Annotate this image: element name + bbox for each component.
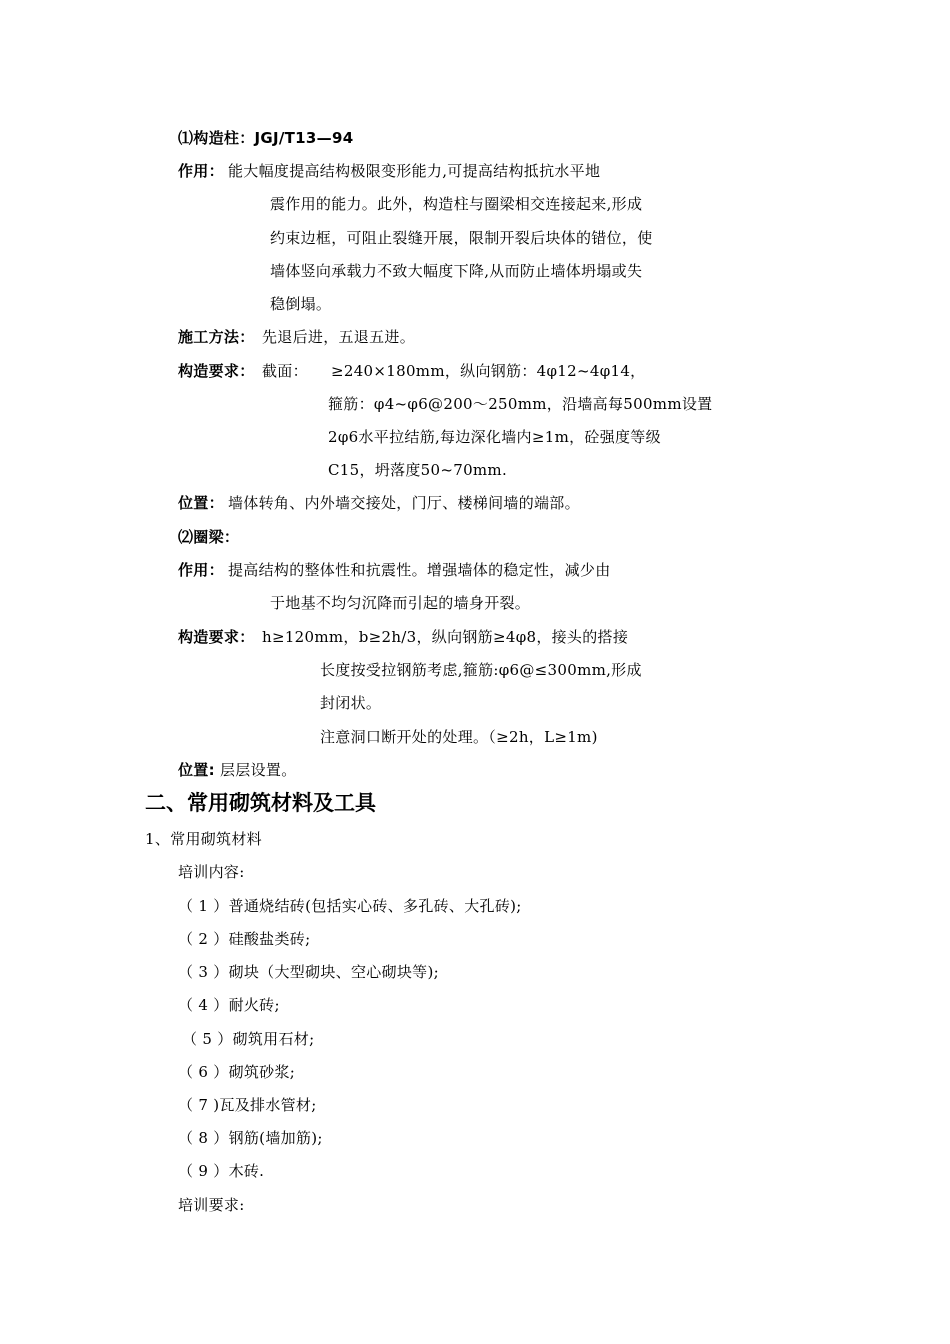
yaoqiu-line: 长度按受拉钢筋考虑,箍筋:φ6@≤300mm,形成 xyxy=(320,661,642,679)
yaoqiu-line: 箍筋：φ4~φ6@200～250mm，沿墙高每500mm设置 xyxy=(328,395,713,413)
content-label: 培训内容: xyxy=(178,863,245,881)
list-item: （ 6 ）砌筑砂浆; xyxy=(178,1063,296,1081)
list-item: （ 2 ）硅酸盐类砖; xyxy=(178,930,311,948)
list-item: （ 1 ）普通烧结砖(包括实心砖、多孔砖、大孔砖); xyxy=(178,897,522,915)
zuoyong-line: 提高结构的整体性和抗震性。增强墙体的稳定性，减少由 xyxy=(228,561,611,579)
yaoqiu-line: h≥120mm，b≥2h/3，纵向钢筋≥4φ8，接头的搭接 xyxy=(262,628,629,646)
list-item: （ 8 ）钢筋(墙加筋); xyxy=(178,1129,323,1147)
yaoqiu-line: C15，坍落度50~70mm. xyxy=(328,461,508,479)
yaoqiu-line: 2φ6水平拉结筋,每边深化墙内≥1m，砼强度等级 xyxy=(328,428,661,446)
weizhi-text: 层层设置。 xyxy=(220,761,297,779)
list-item: （ 9 ）木砖. xyxy=(178,1162,265,1180)
zuoyong-line: 震作用的能力。此外，构造柱与圈梁相交连接起来,形成 xyxy=(270,195,643,213)
shigong-text: 先退后进，五退五进。 xyxy=(262,328,416,346)
zuoyong-line: 稳倒塌。 xyxy=(270,295,332,313)
zuoyong-line: 约束边框，可阻止裂缝开展，限制开裂后块体的错位，使 xyxy=(270,229,653,247)
zuoyong-label: 作用： xyxy=(178,561,224,579)
zuoyong-line: 于地基不均匀沉降而引起的墙身开裂。 xyxy=(270,594,531,612)
yaoqiu-label: 构造要求： xyxy=(178,628,255,646)
weizhi-text: 墙体转角、内外墙交接处，门厅、楼梯间墙的端部。 xyxy=(228,494,580,512)
section-title-gouzaozhu: ⑴构造柱：JGJ/T13—94 xyxy=(178,129,354,147)
shigong-label: 施工方法： xyxy=(178,328,255,346)
zuoyong-label: 作用： xyxy=(178,162,224,180)
list-item: （ 5 ）砌筑用石材; xyxy=(182,1030,315,1048)
section-heading: 二、常用砌筑材料及工具 xyxy=(145,791,376,815)
yaoqiu-line: 封闭状。 xyxy=(320,694,382,712)
subsection-title: 1、常用砌筑材料 xyxy=(145,830,262,848)
yaoqiu-line: 注意洞口断开处的处理。（≥2h，L≥1m) xyxy=(320,728,598,746)
list-item: （ 7 )瓦及排水管材; xyxy=(178,1096,317,1114)
yaoqiu-label: 构造要求： xyxy=(178,362,255,380)
list-item: （ 3 ）砌块（大型砌块、空心砌块等); xyxy=(178,963,439,981)
zuoyong-line: 能大幅度提高结构极限变形能力,可提高结构抵抗水平地 xyxy=(228,162,601,180)
list-item: （ 4 ）耐火砖; xyxy=(178,996,280,1014)
weizhi-label: 位置: xyxy=(178,761,215,779)
zuoyong-line: 墙体竖向承载力不致大幅度下降,从而防止墙体坍塌或失 xyxy=(270,262,643,280)
weizhi-label: 位置： xyxy=(178,494,224,512)
requirement-label: 培训要求: xyxy=(178,1196,245,1214)
section-title-quanliang: ⑵圈梁： xyxy=(178,528,240,546)
yaoqiu-line: 截面： ≥240×180mm，纵向钢筋：4φ12~4φ14， xyxy=(262,362,646,380)
